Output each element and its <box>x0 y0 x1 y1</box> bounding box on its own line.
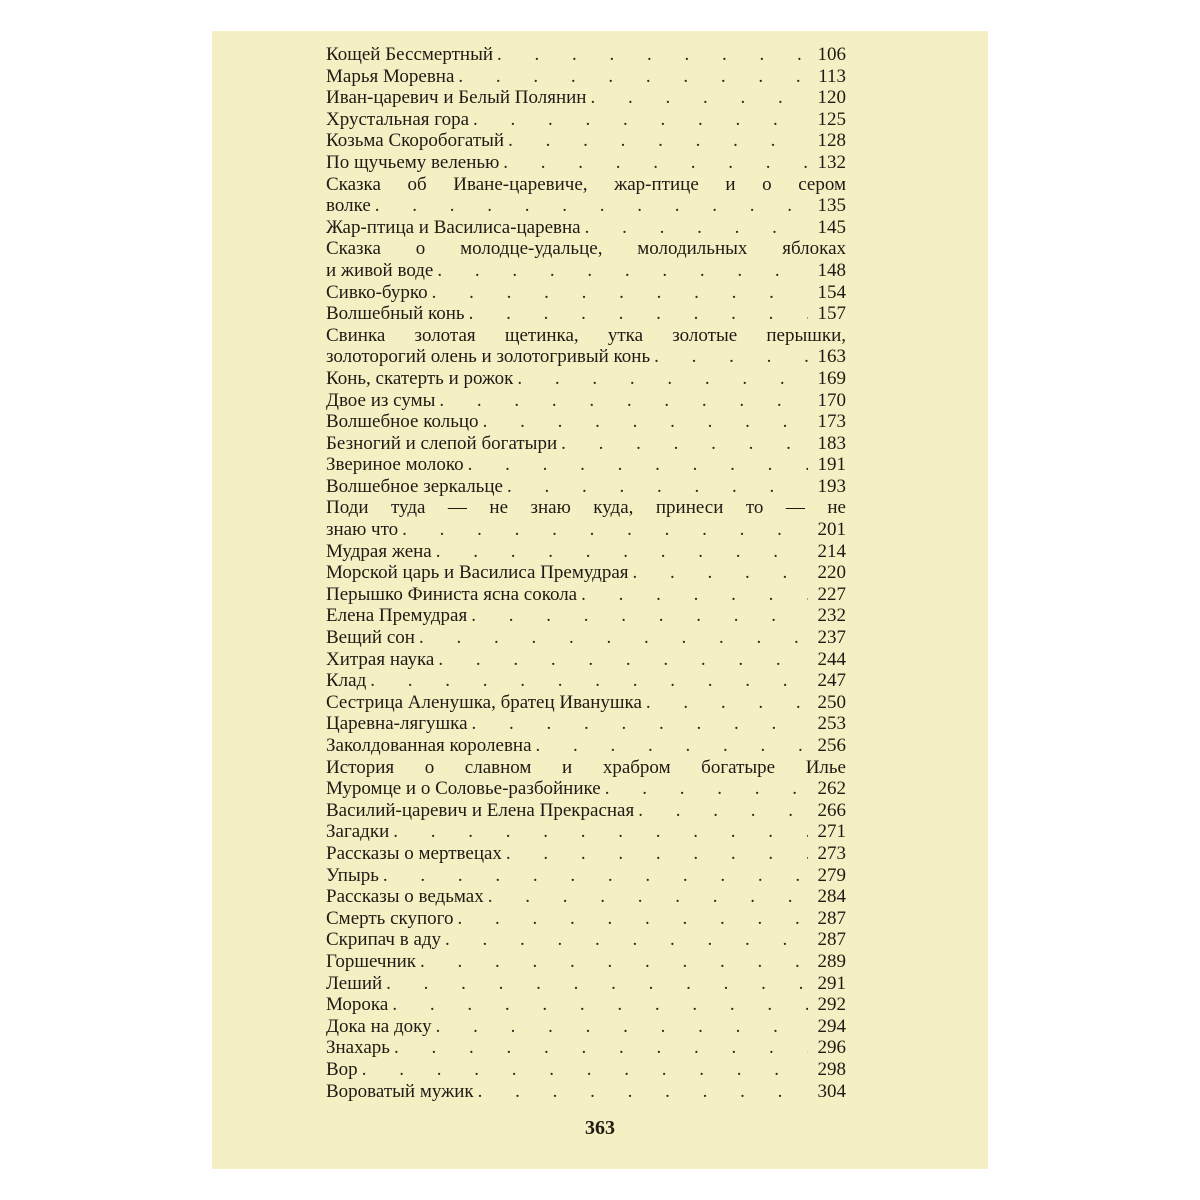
dot-leader <box>379 865 808 887</box>
toc-entry-line <box>326 346 846 368</box>
toc-entry-title: Горшечник <box>326 950 417 972</box>
toc-entry-title: Хрустальная гора <box>326 108 470 130</box>
toc-entry-page-number: 250 <box>817 691 846 713</box>
toc-entry-page-number: 292 <box>817 994 846 1016</box>
dot-leader <box>513 368 808 390</box>
toc-entry-page-number: 232 <box>817 605 846 627</box>
toc-entry-page-number: 191 <box>817 454 846 476</box>
toc-entry-title: Знахарь <box>326 1037 390 1059</box>
toc-entry <box>326 865 846 887</box>
toc-entry-page-number: 214 <box>817 540 846 562</box>
toc-entry <box>326 433 846 455</box>
toc-entry-title: Свинка золотая щетинка, утка золотые перышки, <box>326 324 846 346</box>
toc-entry-line <box>326 238 846 260</box>
toc-entry-title: Волшебное зеркальце <box>326 475 503 497</box>
toc-entry-line <box>326 174 846 196</box>
toc-entry <box>326 757 846 800</box>
toc-entry-title: Смерть скупого <box>326 907 454 929</box>
toc-entry-page-number: 157 <box>817 303 846 325</box>
toc-entry-page-number: 287 <box>817 929 846 951</box>
toc-entry-page-number: 291 <box>817 972 846 994</box>
toc-entry-title: Волшебное кольцо <box>326 411 479 433</box>
toc-entry-line <box>326 217 846 239</box>
toc-entry-title: Волшебный конь <box>326 303 465 325</box>
toc-entry <box>326 973 846 995</box>
toc-entry-line <box>326 886 846 908</box>
dot-leader <box>415 627 808 649</box>
toc-entry-title: Звериное молоко <box>326 454 464 476</box>
toc-entry <box>326 174 846 217</box>
toc-entry <box>326 152 846 174</box>
dot-leader <box>453 908 808 930</box>
dot-leader <box>650 346 808 368</box>
toc-entry-title: волке <box>326 195 371 217</box>
dot-leader <box>434 649 808 671</box>
toc-entry-title: Иван-царевич и Белый Полянин <box>326 87 587 109</box>
toc-entry-title: Сивко-бурко <box>326 281 428 303</box>
dot-leader <box>390 1037 808 1059</box>
dot-leader <box>642 692 808 714</box>
toc-entry-page-number: 247 <box>817 670 846 692</box>
toc-entry <box>326 584 846 606</box>
toc-entry-title: Вор <box>326 1058 358 1080</box>
toc-entry <box>326 44 846 66</box>
toc-entry <box>326 390 846 412</box>
toc-entry <box>326 605 846 627</box>
toc-entry <box>326 87 846 109</box>
toc-entry-page-number: 220 <box>817 562 846 584</box>
toc-entry-line <box>326 1059 846 1081</box>
toc-entry <box>326 627 846 649</box>
toc-entry-title: Скрипач в аду <box>326 929 442 951</box>
toc-entry-page-number: 113 <box>818 65 846 87</box>
toc-entry <box>326 994 846 1016</box>
toc-entry <box>326 692 846 714</box>
toc-entry-line <box>326 605 846 627</box>
toc-entry-page-number: 125 <box>817 108 846 130</box>
toc-entry-page-number: 183 <box>817 432 846 454</box>
toc-entry <box>326 1037 846 1059</box>
toc-entry-title: Мудрая жена <box>326 540 432 562</box>
toc-entry <box>326 1059 846 1081</box>
toc-entry-page-number: 169 <box>817 367 846 389</box>
toc-entry-title: По щучьему веленью <box>326 151 500 173</box>
toc-entry-title: Поди туда — не знаю куда, принеси то — не <box>326 497 846 519</box>
toc-entry <box>326 497 846 540</box>
toc-entry-line <box>326 778 846 800</box>
toc-entry-page-number: 170 <box>817 389 846 411</box>
toc-entry-title: Заколдованная королевна <box>326 735 532 756</box>
dot-leader <box>634 800 808 822</box>
toc-entry <box>326 886 846 908</box>
toc-entry-page-number: 256 <box>817 735 846 756</box>
dot-leader <box>366 670 808 692</box>
table-of-contents <box>326 44 846 1102</box>
toc-entry-title: Дока на доку <box>326 1015 432 1037</box>
toc-entry-line <box>326 973 846 995</box>
toc-entry-title: Конь, скатерть и рожок <box>326 367 514 389</box>
toc-entry <box>326 908 846 930</box>
toc-entry-line <box>326 713 846 735</box>
toc-entry-title: Леший <box>326 972 383 994</box>
toc-entry-title: Сестрица Аленушка, братец Иванушка <box>326 691 642 713</box>
toc-entry <box>326 951 846 973</box>
toc-entry <box>326 649 846 671</box>
toc-entry-line <box>326 368 846 390</box>
dot-leader <box>464 454 808 476</box>
dot-leader <box>557 433 808 455</box>
dot-leader <box>474 1081 808 1103</box>
dot-leader <box>484 886 808 908</box>
dot-leader <box>416 951 808 973</box>
dot-leader <box>502 843 808 865</box>
toc-entry <box>326 282 846 304</box>
toc-entry-title: Перышко Финиста ясна сокола <box>326 583 578 605</box>
dot-leader <box>467 605 808 627</box>
toc-entry-line <box>326 908 846 930</box>
toc-entry-line <box>326 562 846 584</box>
toc-entry-title: и живой воде <box>326 259 434 281</box>
book-page <box>212 31 988 1169</box>
dot-leader <box>469 109 808 131</box>
toc-entry-title: Рассказы о мертвецах <box>326 842 502 864</box>
toc-entry-line <box>326 1081 846 1103</box>
toc-entry-title: Двое из сумы <box>326 389 436 411</box>
dot-leader <box>581 217 808 239</box>
toc-entry-line <box>326 152 846 174</box>
toc-entry <box>326 929 846 951</box>
dot-leader <box>577 584 808 606</box>
dot-leader <box>389 821 808 843</box>
toc-entry <box>326 541 846 563</box>
toc-entry-page-number: 193 <box>817 475 846 497</box>
toc-entry-title: Рассказы о ведьмах <box>326 886 484 908</box>
toc-entry-page-number: 296 <box>817 1037 846 1059</box>
dot-leader <box>493 44 808 66</box>
toc-entry-title: Царевна-лягушка <box>326 713 468 735</box>
toc-entry-line <box>326 692 846 714</box>
toc-entry-title: Клад <box>326 670 367 692</box>
toc-entry-line <box>326 497 846 519</box>
toc-entry-page-number: 173 <box>817 411 846 433</box>
dot-leader <box>499 152 808 174</box>
toc-entry-page-number: 120 <box>817 87 846 109</box>
toc-entry-title: История о славном и храбром богатыре Илье <box>326 756 846 778</box>
toc-entry-line <box>326 109 846 131</box>
toc-entry-title: Сказка о молодце-удальце, молодильных яблоках <box>326 238 846 260</box>
toc-entry-line <box>326 757 846 779</box>
toc-entry-line <box>326 821 846 843</box>
toc-entry-title: Сказка об Иване-царевиче, жар-птице и о сером <box>326 173 846 195</box>
toc-entry-page-number: 132 <box>817 151 846 173</box>
toc-entry <box>326 670 846 692</box>
toc-entry-page-number: 279 <box>817 864 846 886</box>
toc-entry-page-number: 128 <box>817 130 846 152</box>
toc-entry-title: Морока <box>326 994 389 1016</box>
toc-entry <box>326 109 846 131</box>
toc-entry-line <box>326 66 846 88</box>
toc-entry <box>326 735 846 757</box>
toc-entry <box>326 1016 846 1038</box>
dot-leader <box>432 1016 808 1038</box>
toc-entry-line <box>326 541 846 563</box>
page-number: 363 <box>585 1117 615 1139</box>
toc-entry-page-number: 163 <box>817 346 846 368</box>
dot-leader <box>432 541 808 563</box>
toc-entry-page-number: 106 <box>817 44 846 65</box>
toc-entry-page-number: 271 <box>817 821 846 843</box>
toc-entry-title: Вороватый мужик <box>326 1080 474 1102</box>
toc-entry-line <box>326 951 846 973</box>
toc-entry <box>326 411 846 433</box>
toc-entry-line <box>326 260 846 282</box>
dot-leader <box>428 282 808 304</box>
toc-entry-title: Козьма Скоробогатый <box>326 130 505 152</box>
toc-entry-page-number: 287 <box>817 907 846 929</box>
toc-entry <box>326 303 846 325</box>
toc-entry <box>326 476 846 498</box>
toc-entry-line <box>326 411 846 433</box>
dot-leader <box>532 735 808 757</box>
toc-entry <box>326 454 846 476</box>
toc-entry-page-number: 266 <box>817 799 846 821</box>
toc-entry-page-number: 148 <box>817 259 846 281</box>
toc-entry-page-number: 154 <box>817 281 846 303</box>
toc-entry <box>326 562 846 584</box>
toc-entry-title: Муромце и о Соловье-разбойнике <box>326 778 601 800</box>
toc-entry-line <box>326 865 846 887</box>
toc-entry-page-number: 289 <box>817 950 846 972</box>
toc-entry-title: Кощей Бессмертный <box>326 44 494 65</box>
toc-entry-page-number: 284 <box>817 886 846 908</box>
toc-entry <box>326 130 846 152</box>
toc-entry-title: Морской царь и Василиса Премудрая <box>326 562 629 584</box>
dot-leader <box>433 260 808 282</box>
toc-entry-page-number: 262 <box>817 778 846 800</box>
toc-entry-line <box>326 994 846 1016</box>
toc-entry-line <box>326 584 846 606</box>
toc-entry <box>326 217 846 239</box>
toc-entry-title: Хитрая наука <box>326 648 435 670</box>
toc-entry-page-number: 273 <box>817 842 846 864</box>
toc-entry-line <box>326 627 846 649</box>
dot-leader <box>503 476 808 498</box>
toc-entry-line <box>326 87 846 109</box>
toc-entry-title: Василий-царевич и Елена Прекрасная <box>326 799 635 821</box>
toc-entry-title: Вещий сон <box>326 627 415 649</box>
toc-entry-line <box>326 1037 846 1059</box>
toc-entry-line <box>326 476 846 498</box>
dot-leader <box>371 195 808 217</box>
toc-entry-title: Марья Моревна <box>326 65 455 87</box>
toc-entry-page-number: 294 <box>817 1015 846 1037</box>
toc-entry-line <box>326 800 846 822</box>
toc-entry-line <box>326 649 846 671</box>
toc-entry-line <box>326 1016 846 1038</box>
toc-entry-line <box>326 670 846 692</box>
toc-entry-line <box>326 195 846 217</box>
toc-entry-line <box>326 390 846 412</box>
dot-leader <box>479 411 808 433</box>
toc-entry-line <box>326 433 846 455</box>
toc-entry-page-number: 201 <box>817 519 846 541</box>
dot-leader <box>441 929 808 951</box>
toc-entry-page-number: 227 <box>817 583 846 605</box>
toc-entry-line <box>326 519 846 541</box>
toc-entry <box>326 713 846 735</box>
toc-entry-title: Упырь <box>326 864 379 886</box>
toc-entry-page-number: 145 <box>817 216 846 238</box>
toc-entry-line <box>326 843 846 865</box>
toc-entry-line <box>326 44 846 66</box>
dot-leader <box>454 66 808 88</box>
toc-entry-title: Елена Премудрая <box>326 605 468 627</box>
dot-leader <box>586 87 808 109</box>
toc-entry-page-number: 298 <box>817 1058 846 1080</box>
toc-entry-line <box>326 303 846 325</box>
toc-entry <box>326 843 846 865</box>
dot-leader <box>398 519 808 541</box>
dot-leader <box>388 994 808 1016</box>
toc-entry-title: Загадки <box>326 821 390 843</box>
toc-entry-line <box>326 282 846 304</box>
toc-entry <box>326 368 846 390</box>
toc-entry-title: Жар-птица и Василиса-царевна <box>326 216 581 238</box>
toc-entry-title: золоторогий олень и золотогривый конь <box>326 346 651 368</box>
toc-entry <box>326 800 846 822</box>
toc-entry <box>326 1081 846 1103</box>
toc-entry-line <box>326 454 846 476</box>
dot-leader <box>382 973 808 995</box>
toc-entry <box>326 325 846 368</box>
dot-leader <box>358 1059 808 1081</box>
toc-entry-title: знаю что <box>326 519 399 541</box>
toc-entry-line <box>326 325 846 347</box>
toc-entry-page-number: 237 <box>817 627 846 649</box>
dot-leader <box>468 713 808 735</box>
toc-entry-line <box>326 929 846 951</box>
dot-leader <box>504 130 808 152</box>
toc-entry-title: Безногий и слепой богатыри <box>326 432 558 454</box>
toc-entry-page-number: 135 <box>817 195 846 217</box>
dot-leader <box>629 562 809 584</box>
toc-entry-line <box>326 130 846 152</box>
toc-entry-page-number: 253 <box>817 713 846 735</box>
dot-leader <box>435 390 808 412</box>
toc-entry <box>326 66 846 88</box>
toc-entry-page-number: 244 <box>817 648 846 670</box>
toc-entry <box>326 238 846 281</box>
toc-entry <box>326 821 846 843</box>
toc-entry-page-number: 304 <box>817 1080 846 1102</box>
toc-entry-line <box>326 735 846 757</box>
dot-leader <box>601 778 808 800</box>
dot-leader <box>465 303 808 325</box>
